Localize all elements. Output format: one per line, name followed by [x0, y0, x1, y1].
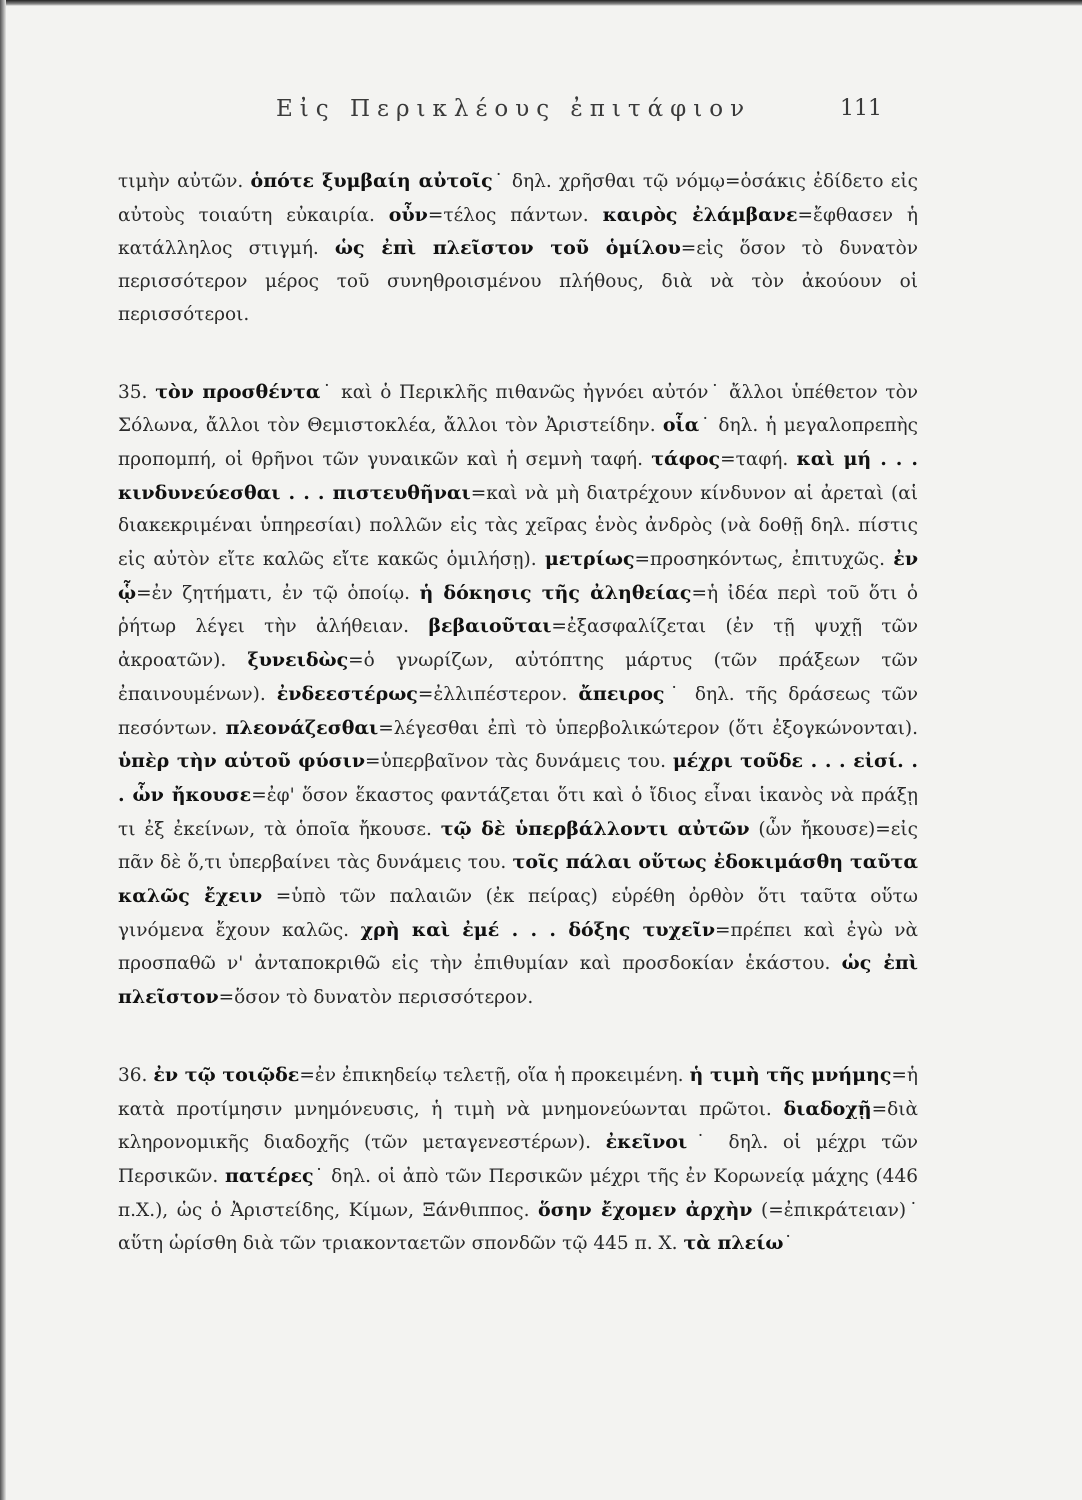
lemma-term: ἐν τῷ τοιῷδε	[153, 1063, 300, 1086]
scan-top-edge	[0, 0, 1082, 6]
gloss-text: =ἡ ἰδέα περὶ τοῦ ὅτι ὁ ῥήτωρ λέγει τὴν ἀλήθειαν.	[118, 582, 918, 638]
gloss-text: (=ἐπικράτειαν)˙ αὕτη ὡρίσθη διὰ τῶν τριακονταετῶν σπονδῶν τῷ 445 π. Χ.	[118, 1199, 918, 1255]
gloss-text: τιμὴν αὐτῶν.	[118, 171, 251, 192]
gloss-text: =ἐφ' ὅσον ἕκαστος φαντάζεται ὅτι καὶ ὁ ἴδιος εἶναι ἱκανὸς νὰ πράξῃ τι ἐξ ἐκείνων, τὰ ὁποῖα ἤκουσε.	[118, 784, 918, 840]
running-title: Εἰς Περικλέους ἐπιτάφιον	[276, 96, 752, 122]
lemma-term: πατέρες	[224, 1164, 314, 1187]
gloss-text: =διὰ κληρονομικῆς διαδοχῆς (τῶν μεταγενεστέρων).	[118, 1098, 918, 1154]
running-header	[118, 96, 918, 136]
gloss-text: =ἡ κατὰ προτίμησιν μνημόνευσις, ἡ τιμὴ νὰ μνημονεύωνται πρῶτοι.	[118, 1064, 918, 1120]
lemma-term: τάφος	[651, 447, 721, 470]
gloss-text: =εἰς ὅσον τὸ δυνατὸν περισσότερον μέρος τοῦ συνηθροισμένου πλήθους, διὰ νὰ τὸν ἀκούουν οἱ περισσότεροι.	[118, 238, 919, 325]
gloss-text: =ἐλλιπέστερον.	[417, 683, 579, 705]
gloss-text: ˙ δηλ. οἱ ἀπὸ τῶν Περσικῶν μέχρι τῆς ἐν Κορωνείᾳ μάχης (446 π.Χ.), ὡς ὁ Ἀριστείδης, Κίμων, Ξάνθιππος.	[118, 1165, 918, 1221]
lemma-term: ἐν ᾧ	[118, 548, 918, 604]
lemma-term: ὁπότε ξυμβαίη αὐτοῖς	[250, 170, 493, 192]
gloss-text: =ταφή.	[720, 448, 797, 470]
lemma-term: διαδοχῇ	[783, 1097, 872, 1120]
lemma-term: τῷ δὲ ὑπερβάλλοντι αὐτῶν	[440, 817, 750, 840]
paragraph-36	[118, 1059, 918, 1261]
lemma-term: μετρίως	[544, 548, 635, 571]
lemma-term: οὖν	[388, 203, 428, 226]
lemma-term: ἄπειρος	[578, 682, 665, 705]
gloss-text: =ἐξασφαλίζεται (ἐν τῇ ψυχῇ τῶν ἀκροατῶν).	[118, 616, 918, 672]
gloss-text: =καὶ νὰ μὴ διατρέχουν κίνδυνον αἱ ἀρεταὶ (αἱ διακεκριμέναι ὑπηρεσίαι) πολλῶν εἰς τὰς χεῖρας ἑνὸς ἀνδρὸς (νὰ δοθῇ δηλ. πίστις εἰς αὐτὸν εἴτε καλῶς εἴτε κακῶς ὁμιλήσῃ).	[118, 482, 918, 571]
lemma-term: ὑπὲρ τὴν αὑτοῦ φύσιν	[118, 750, 366, 773]
lemma-term: ἡ τιμὴ τῆς μνήμης	[689, 1063, 892, 1086]
lemma-term: τοῖς πάλαι οὕτως ἐδοκιμάσθη ταῦτα καλῶς ἔχειν	[118, 851, 918, 908]
paragraph-number: 35.	[118, 381, 156, 403]
gloss-text: =ὑπὸ τῶν παλαιῶν (ἐκ πείρας) εὑρέθη ὀρθὸν ὅτι ταῦτα οὕτω γινόμενα ἔχουν καλῶς.	[118, 886, 918, 941]
lemma-term: ἡ δόκησις τῆς ἀληθείας	[419, 581, 692, 604]
lemma-term: καὶ μή . . . κινδυνεύεσθαι . . . πιστευθῆναι	[118, 447, 918, 504]
lemma-term: ὡς ἐπὶ πλεῖστον	[118, 952, 918, 1009]
gloss-text: (ὧν ἤκουσε)=εἰς πᾶν δὲ ὅ,τι ὑπερβαίνει τὰς δυνάμεις του.	[118, 818, 918, 874]
gloss-text: =πρέπει καὶ ἐγὼ νὰ προσπαθῶ ν' ἀνταποκριθῶ εἰς τὴν ἐπιθυμίαν καὶ προσδοκίαν ἑκάστου.	[118, 919, 918, 975]
gloss-text: =ὁ γνωρίζων, αὐτόπτης μάρτυς (τῶν πράξεων τῶν ἐπαινουμένων).	[118, 650, 918, 705]
paragraph-commentary	[118, 165, 918, 332]
lemma-term: ἐνδεεστέρως	[276, 682, 418, 705]
gloss-text: =ἐν ζητήματι, ἐν τῷ ὁποίῳ.	[136, 582, 420, 604]
scan-left-edge	[0, 0, 6, 1500]
gloss-text: =ἐν ἐπικηδείῳ τελετῇ, οἵα ἡ προκειμένη.	[299, 1064, 690, 1086]
lemma-term: μέχρι τοῦδε . . . εἰσί. . . ὧν ἤκουσε	[118, 750, 918, 806]
gloss-text: ˙ δηλ. οἱ μέχρι τῶν Περσικῶν.	[118, 1132, 918, 1187]
lemma-term: καιρὸς ἐλάμβανε	[602, 203, 798, 226]
gloss-text: =τέλος πάντων.	[427, 204, 603, 226]
lemma-term: τὸν προσθέντα	[155, 380, 321, 403]
lemma-term: ὡς ἐπὶ πλεῖστον τοῦ ὁμίλου	[334, 237, 681, 260]
lemma-term: ξυνειδὼς	[247, 649, 349, 672]
lemma-term: οἷα	[662, 414, 700, 437]
lemma-term: τὰ πλείω	[683, 1232, 784, 1255]
gloss-text: ˙ δηλ. ἡ μεγαλοπρεπὴς προπομπή, οἱ θρῆνοι τῶν γυναικῶν καὶ ἡ σεμνὴ ταφή.	[118, 415, 918, 470]
page-number: 111	[840, 96, 882, 121]
paragraph-35	[118, 376, 918, 1015]
gloss-text: ˙ καὶ ὁ Περικλῆς πιθανῶς ἠγνόει αὐτόν˙ ἄλλοι ὑπέθετον τὸν Σόλωνα, ἄλλοι τὸν Θεμιστοκλέα, ἄλλοι τὸν Ἀριστείδην.	[118, 381, 918, 437]
gloss-text: ˙ δηλ. χρῆσθαι τῷ νόμῳ=ὁσάκις ἐδίδετο εἰς αὐτοὺς τοιαύτη εὐκαιρία.	[118, 171, 918, 226]
gloss-text: =προσηκόντως, ἐπιτυχῶς.	[634, 549, 894, 571]
lemma-term: πλεονάζεσθαι	[225, 716, 379, 739]
gloss-text: ˙	[783, 1233, 793, 1255]
lemma-term: ἐκεῖνοι	[605, 1131, 688, 1154]
gloss-text: =ἔφθασεν ἡ κατάλληλος στιγμή.	[118, 204, 919, 260]
gloss-text: =ὑπερβαῖνον τὰς δυνάμεις του.	[365, 751, 673, 773]
gloss-text: =ὅσον τὸ δυνατὸν περισσότερον.	[218, 987, 534, 1009]
lemma-term: χρὴ καὶ ἐμέ . . . δόξης τυχεῖν	[360, 918, 716, 941]
gloss-text: =λέγεσθαι ἐπὶ τὸ ὑπερβολικώτερον (ὅτι ἐξογκώνονται).	[378, 717, 918, 739]
book-page	[118, 96, 918, 1261]
lemma-term: ὅσην ἔχομεν ἀρχὴν	[538, 1198, 753, 1221]
lemma-term: βεβαιοῦται	[428, 615, 552, 638]
paragraph-number: 36.	[118, 1064, 154, 1086]
gloss-text: ˙ δηλ. τῆς δράσεως τῶν πεσόντων.	[118, 683, 918, 739]
